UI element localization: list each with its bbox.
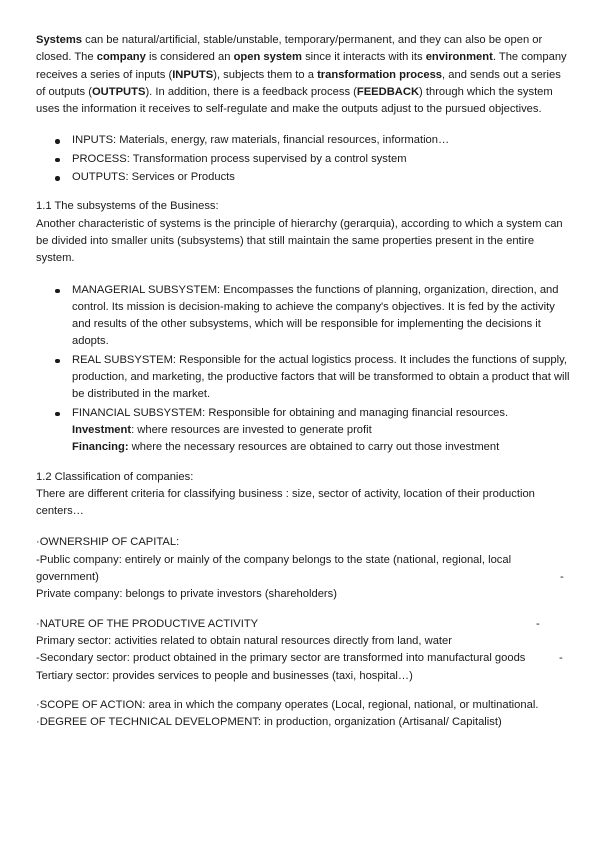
list-item-text: OUTPUTS: Services or Products — [72, 171, 235, 184]
list-item — [36, 169, 570, 186]
term-inputs: INPUTS — [172, 68, 214, 81]
intro-text: ), subjects them to a — [213, 68, 318, 81]
dash-mark: - — [536, 617, 540, 630]
dash-mark: - — [560, 571, 564, 584]
section-heading-classification: 1.2 Classification of companies: — [36, 470, 194, 483]
spacer — [36, 685, 570, 697]
list-item — [36, 132, 570, 149]
section-heading-subsystems: 1.1 The subsystems of the Business: — [36, 200, 219, 213]
nature-text: -Secondary sector: product obtained in the primary sector are transformed into manufactural goods — [36, 652, 526, 665]
ownership-line — [36, 569, 570, 586]
intro-text: ). In addition, there is a feedback process ( — [145, 85, 357, 98]
subsystems-list — [36, 282, 570, 457]
ownership-line: -Public company: entirely or mainly of the company belongs to the state (national, regional, local — [36, 553, 512, 566]
term-outputs: OUTPUTS — [91, 85, 146, 98]
io-list — [36, 132, 570, 186]
intro-text: since it interacts with its — [301, 51, 426, 64]
term-transformation-process: transformation process — [317, 68, 443, 81]
subsystems-paragraph: Another characteristic of systems is the principle of hierarchy (gerarquia), according to which a system can be divided into smaller units (subsystems) that still maintain the same properties present in the entire system. — [36, 217, 563, 265]
nature-title — [36, 616, 570, 633]
term-financing: Financing: — [72, 441, 129, 454]
nature-line: Primary sector: activities related to obtain natural resources directly from land, water — [36, 634, 452, 647]
intro-text: ) through which the system uses the information it receives to self-regulate and make the outputs adjust to the pursued objectives. — [36, 85, 553, 116]
term-open-system: open system — [233, 51, 302, 64]
list-item — [36, 405, 570, 457]
financing-line — [72, 439, 570, 456]
list-item-text: INPUTS: Materials, energy, raw materials, financial resources, information… — [72, 134, 450, 147]
list-item — [36, 282, 570, 351]
list-item-text: MANAGERIAL SUBSYSTEM: Encompasses the functions of planning, organization, direction, and control. Its mission is decision-making to achieve the company's objectives. It is fed by the activity and results of the other subsystems, which will be responsible for implementing the decisions it adopts. — [72, 283, 559, 348]
bullet-icon — [55, 359, 60, 364]
nature-line: Tertiary sector: provides services to people and businesses (taxi, hospital…) — [36, 669, 413, 682]
classification-paragraph: There are different criteria for classifying business : size, sector of activity, location of their production centers… — [36, 487, 535, 518]
term-feedback: FEEDBACK — [356, 85, 420, 98]
degree-line: ·DEGREE OF TECHNICAL DEVELOPMENT: in production, organization (Artisanal/ Capitalist) — [36, 716, 502, 729]
term-environment: environment — [425, 51, 493, 64]
intro-paragraph — [36, 32, 570, 118]
intro-text: . The company receives a series of inputs ( — [36, 51, 567, 81]
scope-line: ·SCOPE OF ACTION: area in which the company operates (Local, regional, national, or multinational. — [36, 698, 539, 711]
list-item — [36, 352, 570, 404]
list-item-text: FINANCIAL SUBSYSTEM: Responsible for obtaining and managing financial resources. — [72, 406, 509, 419]
bullet-icon — [55, 289, 60, 294]
term-systems: Systems — [36, 34, 83, 46]
nature-line — [36, 650, 570, 667]
ownership-line: Private company: belongs to private investors (shareholders) — [36, 588, 337, 601]
document-page — [36, 32, 570, 731]
financing-text: where the necessary resources are obtained to carry out those investment — [128, 441, 500, 454]
ownership-text: government) — [36, 571, 99, 584]
list-item-text: PROCESS: Transformation process supervised by a control system — [72, 152, 407, 165]
nature-title-text: ·NATURE OF THE PRODUCTIVE ACTIVITY — [36, 617, 259, 630]
list-item — [36, 151, 570, 168]
term-company: company — [96, 51, 146, 64]
intro-text: can be natural/artificial, stable/unstable, temporary/permanent, and they can also be open or closed. The — [36, 34, 543, 64]
bullet-icon — [55, 176, 60, 181]
intro-text: is considered an — [145, 51, 234, 64]
list-item-text: REAL SUBSYSTEM: Responsible for the actual logistics process. It includes the functions of supply, production, and marketing, the productive factors that will be transformed to obtain a product that will be distributed in the market. — [72, 353, 570, 401]
bullet-icon — [55, 412, 60, 417]
investment-text: : where resources are invested to generate profit — [131, 423, 372, 436]
term-investment: Investment — [72, 423, 132, 436]
ownership-title: ·OWNERSHIP OF CAPITAL: — [36, 536, 180, 549]
bullet-icon — [55, 139, 60, 144]
spacer — [36, 604, 570, 616]
intro-text: , and sends out a series of outputs ( — [36, 68, 561, 98]
investment-line — [72, 422, 570, 439]
dash-mark: - — [559, 652, 563, 665]
bullet-icon — [55, 158, 60, 163]
